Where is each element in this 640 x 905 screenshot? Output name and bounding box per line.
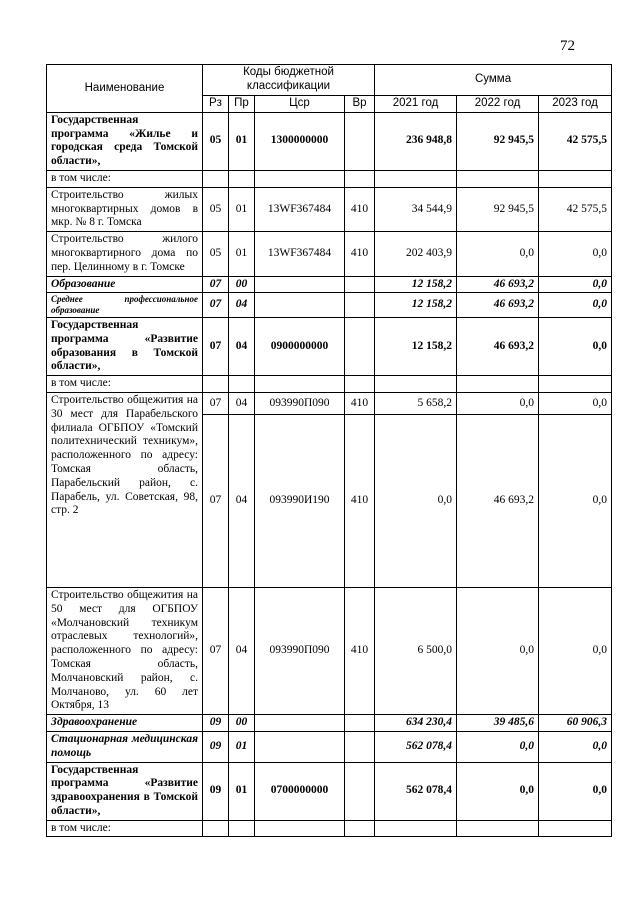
header-pr: Пр	[229, 96, 255, 113]
row-vr: 410	[345, 232, 375, 276]
row-csr	[255, 376, 345, 393]
header-name: Наименование	[47, 65, 203, 113]
header-sum: Сумма	[375, 65, 612, 96]
row-y2022: 46 693,2	[457, 317, 539, 375]
row-name: Среднее профессиональное образование	[47, 293, 203, 318]
row-vr: 410	[345, 414, 375, 587]
row-csr	[255, 820, 345, 837]
row-2023: 0,0	[539, 392, 612, 414]
row-name: Строительство жилого многоквартирного дома по пер. Целинному в г. Томске	[47, 232, 203, 276]
row-y2021: 562 078,4	[375, 762, 457, 820]
row-rz: 09	[203, 715, 229, 732]
row-y2023: 0,0	[539, 762, 612, 820]
row-y2021: 12 158,2	[375, 276, 457, 293]
row-vr	[345, 293, 375, 318]
row-csr	[255, 293, 345, 318]
header-codes: Коды бюджетной классификации	[203, 65, 375, 96]
row-csr	[255, 170, 345, 187]
table-body-b	[47, 587, 612, 837]
row-y2023	[539, 820, 612, 837]
row-y2023: 60 906,3	[539, 715, 612, 732]
row-y2022	[457, 170, 539, 187]
row-name: в том числе:	[47, 376, 203, 393]
row-y2023: 42 575,5	[539, 187, 612, 231]
row-y2021: 202 403,9	[375, 232, 457, 276]
row-pr	[229, 376, 255, 393]
table-row	[47, 112, 612, 170]
row-pr	[229, 170, 255, 187]
row-pr: 00	[229, 276, 255, 293]
row-2022: 0,0	[457, 392, 539, 414]
row-y2021: 236 948,8	[375, 112, 457, 170]
row-rz: 05	[203, 232, 229, 276]
row-2021: 0,0	[375, 414, 457, 587]
table-row	[47, 762, 612, 820]
row-pr: 01	[229, 731, 255, 762]
row-pr: 04	[229, 414, 255, 587]
row-name: Строительство общежития на 50 мест для ОГБПОУ «Молчановский техникум отраслевых технологий», расположенного по адресу: Томская область, Молчановский район, с. Молчаново, ул. 60 лет Октября, 13	[47, 587, 203, 714]
row-name: Строительство жилых многоквартирных домов в мкр. № 8 г. Томска	[47, 187, 203, 231]
row-y2022	[457, 820, 539, 837]
header-2023: 2023 год	[539, 96, 612, 113]
row-y2023: 42 575,5	[539, 112, 612, 170]
row-y2022: 46 693,2	[457, 276, 539, 293]
row-rz	[203, 376, 229, 393]
table-row	[47, 276, 612, 293]
row-rz: 07	[203, 414, 229, 587]
row-csr	[255, 715, 345, 732]
table-row	[47, 820, 612, 837]
row-vr	[345, 112, 375, 170]
row-rz: 07	[203, 293, 229, 318]
row-y2022: 0,0	[457, 232, 539, 276]
header-2022: 2022 год	[457, 96, 539, 113]
row-y2023: 0,0	[539, 276, 612, 293]
row-vr	[345, 317, 375, 375]
row-csr: 0700000000	[255, 762, 345, 820]
row-y2023: 0,0	[539, 731, 612, 762]
row-vr	[345, 762, 375, 820]
row-vr: 410	[345, 587, 375, 714]
row-y2022: 92 945,5	[457, 187, 539, 231]
row-y2021	[375, 820, 457, 837]
row-vr	[345, 376, 375, 393]
row-vr	[345, 731, 375, 762]
table-row	[47, 317, 612, 375]
row-pr: 04	[229, 587, 255, 714]
row-2022: 46 693,2	[457, 414, 539, 587]
row-pr: 01	[229, 112, 255, 170]
row-csr: 13WF367484	[255, 187, 345, 231]
row-y2021: 12 158,2	[375, 293, 457, 318]
row-rz: 07	[203, 317, 229, 375]
header-vr: Вр	[345, 96, 375, 113]
row-y2021: 6 500,0	[375, 587, 457, 714]
header-row-1	[47, 65, 612, 96]
row-2023: 0,0	[539, 414, 612, 587]
row-pr: 04	[229, 293, 255, 318]
row-rz	[203, 170, 229, 187]
table-body-a	[47, 112, 612, 392]
row-y2022: 46 693,2	[457, 293, 539, 318]
row-y2022: 0,0	[457, 762, 539, 820]
row-rz: 05	[203, 112, 229, 170]
row-rz	[203, 820, 229, 837]
row-vr	[345, 820, 375, 837]
row-csr	[255, 731, 345, 762]
table-body-parabel	[47, 392, 612, 587]
row-y2023	[539, 376, 612, 393]
row-rz: 07	[203, 276, 229, 293]
row-csr: 093990П090	[255, 392, 345, 414]
table-row	[47, 187, 612, 231]
table-row	[47, 170, 612, 187]
row-y2023: 0,0	[539, 587, 612, 714]
table-row	[47, 376, 612, 393]
row-y2022: 0,0	[457, 587, 539, 714]
row-y2021: 562 078,4	[375, 731, 457, 762]
row-name: Государственная программа «Развитие здравоохранения в Томской области»,	[47, 762, 203, 820]
row-y2021: 634 230,4	[375, 715, 457, 732]
row-y2021	[375, 170, 457, 187]
row-y2021: 34 544,9	[375, 187, 457, 231]
header-2021: 2021 год	[375, 96, 457, 113]
table-row	[47, 293, 612, 318]
row-pr: 01	[229, 762, 255, 820]
row-name: Государственная программа «Жилье и городская среда Томской области»,	[47, 112, 203, 170]
row-rz: 07	[203, 587, 229, 714]
row-csr: 1300000000	[255, 112, 345, 170]
header-rz: Рз	[203, 96, 229, 113]
row-pr: 04	[229, 317, 255, 375]
row-csr	[255, 276, 345, 293]
row-y2022: 39 485,6	[457, 715, 539, 732]
row-2021: 5 658,2	[375, 392, 457, 414]
table-row	[47, 731, 612, 762]
row-vr	[345, 715, 375, 732]
row-pr: 00	[229, 715, 255, 732]
table-row	[47, 715, 612, 732]
row-csr: 13WF367484	[255, 232, 345, 276]
row-csr: 0900000000	[255, 317, 345, 375]
row-rz: 07	[203, 392, 229, 414]
row-y2023: 0,0	[539, 317, 612, 375]
row-y2022: 92 945,5	[457, 112, 539, 170]
header-csr: Цср	[255, 96, 345, 113]
row-pr: 01	[229, 232, 255, 276]
row-rz: 05	[203, 187, 229, 231]
row-pr: 01	[229, 187, 255, 231]
row-name: в том числе:	[47, 820, 203, 837]
row-name: в том числе:	[47, 170, 203, 187]
row-y2021: 12 158,2	[375, 317, 457, 375]
row-vr: 410	[345, 187, 375, 231]
table-row	[47, 392, 612, 414]
row-csr: 093990П090	[255, 587, 345, 714]
row-pr: 04	[229, 392, 255, 414]
table-row	[47, 232, 612, 276]
row-name: Образование	[47, 276, 203, 293]
page-number: 72	[560, 38, 575, 54]
row-name: Стационарная медицинская помощь	[47, 731, 203, 762]
row-y2023: 0,0	[539, 293, 612, 318]
row-name: Государственная программа «Развитие образования в Томской области»,	[47, 317, 203, 375]
table-row	[47, 587, 612, 714]
row-pr	[229, 820, 255, 837]
row-vr	[345, 276, 375, 293]
row-name: Строительство общежития на 30 мест для Парабельского филиала ОГБПОУ «Томский политехнический техникум», расположенного по адресу: Томская область, Парабельский район, с. Парабель, ул. Советская, 98, стр. 2	[47, 392, 203, 587]
row-vr	[345, 170, 375, 187]
row-csr: 093990И190	[255, 414, 345, 587]
row-y2023: 0,0	[539, 232, 612, 276]
row-vr: 410	[345, 392, 375, 414]
budget-table	[46, 64, 612, 837]
row-rz: 09	[203, 731, 229, 762]
row-name: Здравоохранение	[47, 715, 203, 732]
row-y2023	[539, 170, 612, 187]
row-rz: 09	[203, 762, 229, 820]
row-y2022	[457, 376, 539, 393]
row-y2021	[375, 376, 457, 393]
row-y2022: 0,0	[457, 731, 539, 762]
